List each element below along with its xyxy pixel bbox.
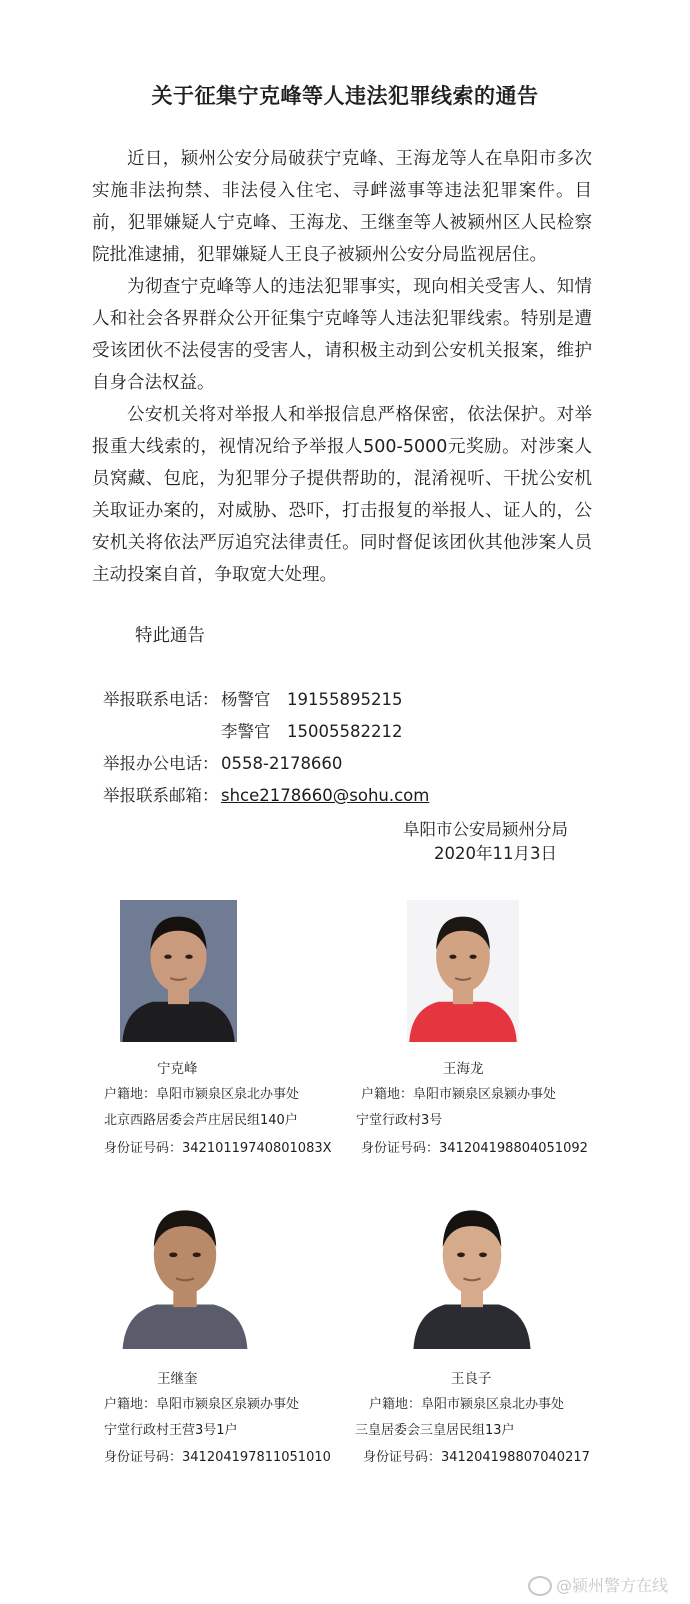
weibo-watermark: @颍州警方在线 xyxy=(528,1573,668,1597)
office-label: 举报办公电话： xyxy=(103,754,219,773)
suspect-photo-4 xyxy=(411,1192,533,1349)
suspect-name-3: 王继奎 xyxy=(157,1371,198,1387)
issuer-org: 阜阳市公安局颍州分局 xyxy=(403,820,568,839)
phone-label: 举报联系电话： xyxy=(103,690,219,709)
email-label: 举报联系邮箱： xyxy=(103,786,219,805)
officer1-phone[interactable]: 19155895215 xyxy=(287,690,403,709)
suspect-name-4: 王良子 xyxy=(451,1371,492,1387)
officer1-name: 杨警官 xyxy=(221,690,271,709)
suspect-id-1: 身份证号码：34210119740801083X xyxy=(104,1141,332,1156)
paragraph-3: 公安机关将对举报人和举报信息严格保密，依法保护。对举报重大线索的，视情况给予举报人500-5000元奖励。对涉案人员窝藏、包庇，为犯罪分子提供帮助的，混淆视听、干扰公安机关取证办案的，对威胁、恐吓，打击报复的举报人、证人的，公安机关将依法严厉追究法律责任。同时督促该团伙其他涉案人员主动投案自首，争取宽大处理。 xyxy=(92,405,592,585)
office-phone[interactable]: 0558-2178660 xyxy=(221,754,343,773)
suspect-address-3a: 户籍地：阜阳市颍泉区泉颍办事处 xyxy=(104,1397,300,1412)
suspect-address-3b: 宁堂行政村王营3号1户 xyxy=(104,1423,238,1438)
officer2-name: 李警官 xyxy=(221,722,271,741)
portrait-image xyxy=(120,900,237,1042)
suspect-address-2a: 户籍地：阜阳市颍泉区泉颍办事处 xyxy=(361,1087,557,1102)
issue-date: 2020年11月3日 xyxy=(434,844,557,863)
email-link[interactable]: shce2178660@sohu.com xyxy=(221,786,430,805)
suspect-photo-1 xyxy=(120,900,237,1042)
contact-phone-row-2 xyxy=(103,716,402,748)
portrait-image xyxy=(120,1192,250,1349)
suspect-photo-3 xyxy=(120,1192,250,1349)
suspect-photo-2 xyxy=(407,900,519,1042)
suspect-id-2: 身份证号码：341204198804051092 xyxy=(361,1141,588,1156)
officer2-phone[interactable]: 15005582212 xyxy=(287,722,403,741)
suspect-address-1b: 北京西路居委会芦庄居民组140户 xyxy=(104,1113,298,1128)
notice-body xyxy=(92,143,592,591)
suspect-address-4b: 三皇居委会三皇居民组13户 xyxy=(355,1423,515,1438)
contact-phone-row xyxy=(103,684,402,716)
suspect-address-4a: 户籍地：阜阳市颍泉区泉北办事处 xyxy=(369,1397,565,1412)
suspect-name-2: 王海龙 xyxy=(443,1061,484,1077)
suspect-address-2b: 宁堂行政村3号 xyxy=(356,1113,443,1128)
portrait-image xyxy=(407,900,519,1042)
closing-text: 特此通告 xyxy=(135,626,205,646)
portrait-image xyxy=(411,1192,533,1349)
suspect-id-4: 身份证号码：341204198807040217 xyxy=(363,1450,590,1465)
suspect-address-1a: 户籍地：阜阳市颍泉区泉北办事处 xyxy=(104,1087,300,1102)
office-phone-row xyxy=(103,748,342,780)
paragraph-2: 为彻查宁克峰等人的违法犯罪事实，现向相关受害人、知情人和社会各界群众公开征集宁克峰等人违法犯罪线索。特别是遭受该团伙不法侵害的受害人，请积极主动到公安机关报案，维护自身合法权益。 xyxy=(92,277,592,393)
paragraph-1: 近日，颍州公安分局破获宁克峰、王海龙等人在阜阳市多次实施非法拘禁、非法侵入住宅、寻衅滋事等违法犯罪案件。目前，犯罪嫌疑人宁克峰、王海龙、王继奎等人被颍州区人民检察院批准逮捕，犯罪嫌疑人王良子被颍州公安分局监视居住。 xyxy=(92,149,592,265)
notice-title: 关于征集宁克峰等人违法犯罪线索的通告 xyxy=(151,84,539,108)
suspect-id-3: 身份证号码：341204197811051010 xyxy=(104,1450,331,1465)
suspect-name-1: 宁克峰 xyxy=(157,1061,198,1077)
email-row xyxy=(103,780,429,812)
weibo-icon xyxy=(528,1576,552,1596)
